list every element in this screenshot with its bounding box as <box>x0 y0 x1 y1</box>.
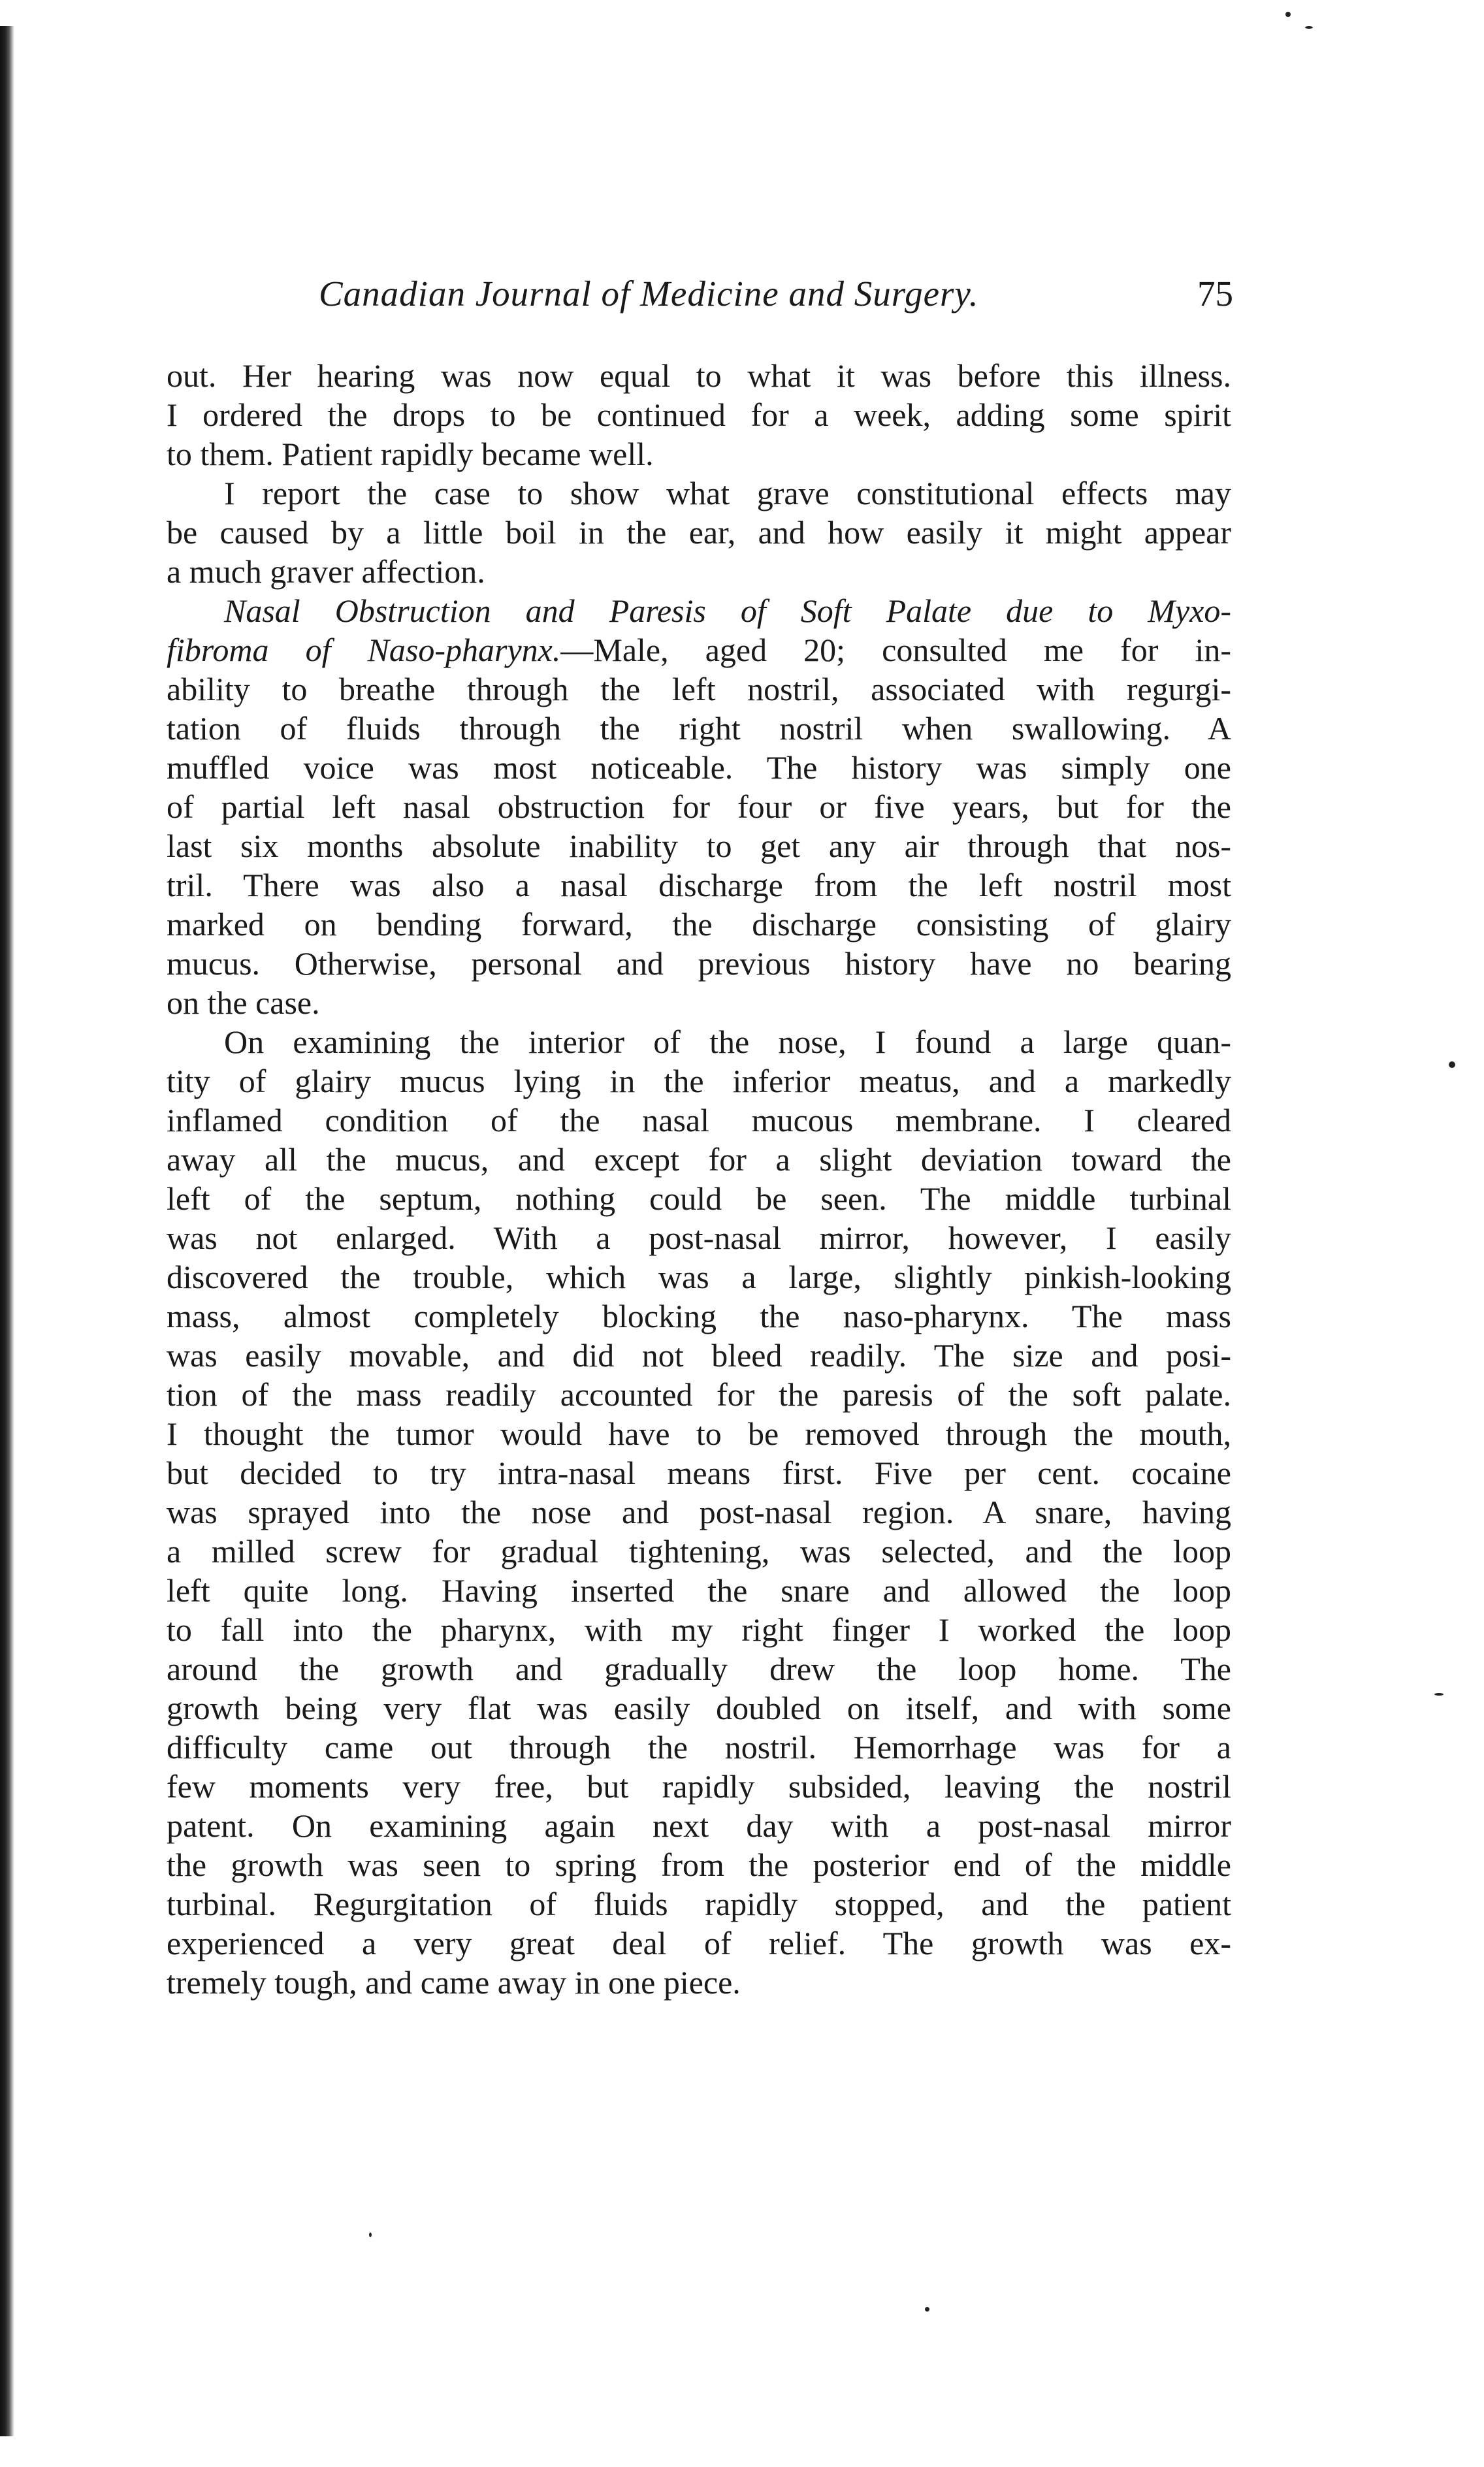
section-heading-line: Nasal Obstruction and Paresis of Soft Palate due to Myxo- <box>224 592 1231 629</box>
text-line: was not enlarged. With a post-nasal mirror, however, I easily <box>167 1219 1231 1256</box>
article-body <box>167 356 1231 2002</box>
text-line: I report the case to show what grave constitutional effects may <box>224 475 1231 511</box>
text-line: left of the septum, nothing could be seen. The middle turbinal <box>167 1180 1231 1217</box>
text-line: ability to breathe through the left nostril, associated with regurgi- <box>167 671 1231 707</box>
text-line: out. Her hearing was now equal to what it was before this illness. <box>167 357 1231 394</box>
text-line: to them. Patient rapidly became well. <box>167 436 654 472</box>
text-line: patent. On examining again next day with a post-nasal mirror <box>167 1807 1231 1844</box>
text-line: I thought the tumor would have to be removed through the mouth, <box>167 1415 1231 1452</box>
text-line: discovered the trouble, which was a large, slightly pinkish-looking <box>167 1259 1231 1295</box>
section-heading-end: fibroma of Naso-pharynx. <box>167 632 561 668</box>
scan-speck <box>369 2233 372 2237</box>
scan-speck <box>1434 1693 1444 1696</box>
text-line: last six months absolute inability to get any air through that nos- <box>167 828 1231 864</box>
text-line <box>167 630 1231 669</box>
text-line: I ordered the drops to be continued for a week, adding some spirit <box>167 396 1231 433</box>
scan-speck <box>1305 26 1313 29</box>
text-line: the growth was seen to spring from the posterior end of the middle <box>167 1846 1231 1883</box>
binding-edge <box>0 26 14 2436</box>
page-header <box>319 273 1233 325</box>
text-line: on the case. <box>167 984 320 1021</box>
text-line: tity of glairy mucus lying in the inferior meatus, and a markedly <box>167 1063 1231 1099</box>
text-line: growth being very flat was easily doubled on itself, and with some <box>167 1690 1231 1726</box>
text-line: left quite long. Having inserted the snare and allowed the loop <box>167 1572 1231 1609</box>
text-line: tion of the mass readily accounted for the paresis of the soft palate. <box>167 1376 1231 1413</box>
text-line: away all the mucus, and except for a slight deviation toward the <box>167 1141 1231 1178</box>
text-line: marked on bending forward, the discharge consisting of glairy <box>167 906 1231 943</box>
text-line: a milled screw for gradual tightening, was selected, and the loop <box>167 1533 1231 1570</box>
scan-speck <box>1449 1061 1455 1068</box>
text-line: was sprayed into the nose and post-nasal region. A snare, having <box>167 1494 1231 1530</box>
text-line: tation of fluids through the right nostril when swallowing. A <box>167 710 1231 747</box>
text-line: was easily movable, and did not bleed readily. The size and posi- <box>167 1337 1231 1374</box>
text-line: to fall into the pharynx, with my right finger I worked the loop <box>167 1611 1231 1648</box>
text-run: —Male, aged 20; consulted me for in- <box>560 632 1231 668</box>
scan-speck <box>1285 12 1291 17</box>
text-line: mucus. Otherwise, personal and previous history have no bearing <box>167 945 1231 982</box>
text-line: tril. There was also a nasal discharge from the left nostril most <box>167 867 1231 903</box>
page-number: 75 <box>1197 274 1233 314</box>
text-line: muffled voice was most noticeable. The history was simply one <box>167 749 1231 786</box>
text-line: mass, almost completely blocking the naso-pharynx. The mass <box>167 1298 1231 1334</box>
text-line: tremely tough, and came away in one piece. <box>167 1964 741 2001</box>
text-line: but decided to try intra-nasal means first. Five per cent. cocaine <box>167 1455 1231 1491</box>
text-line: few moments very free, but rapidly subsided, leaving the nostril <box>167 1768 1231 1805</box>
text-line: difficulty came out through the nostril. Hemorrhage was for a <box>167 1729 1231 1766</box>
text-line: around the growth and gradually drew the loop home. The <box>167 1651 1231 1687</box>
text-line: inflamed condition of the nasal mucous membrane. I cleared <box>167 1102 1231 1138</box>
text-line: experienced a very great deal of relief. The growth was ex- <box>167 1925 1231 1961</box>
text-line: a much graver affection. <box>167 553 485 590</box>
scan-speck <box>925 2307 929 2312</box>
text-line: On examining the interior of the nose, I found a large quan- <box>224 1024 1231 1060</box>
text-line: turbinal. Regurgitation of fluids rapidly stopped, and the patient <box>167 1886 1231 1922</box>
running-title: Canadian Journal of Medicine and Surgery. <box>319 274 979 314</box>
text-line: be caused by a little boil in the ear, and how easily it might appear <box>167 514 1231 551</box>
text-line: of partial left nasal obstruction for four or five years, but for the <box>167 788 1231 825</box>
